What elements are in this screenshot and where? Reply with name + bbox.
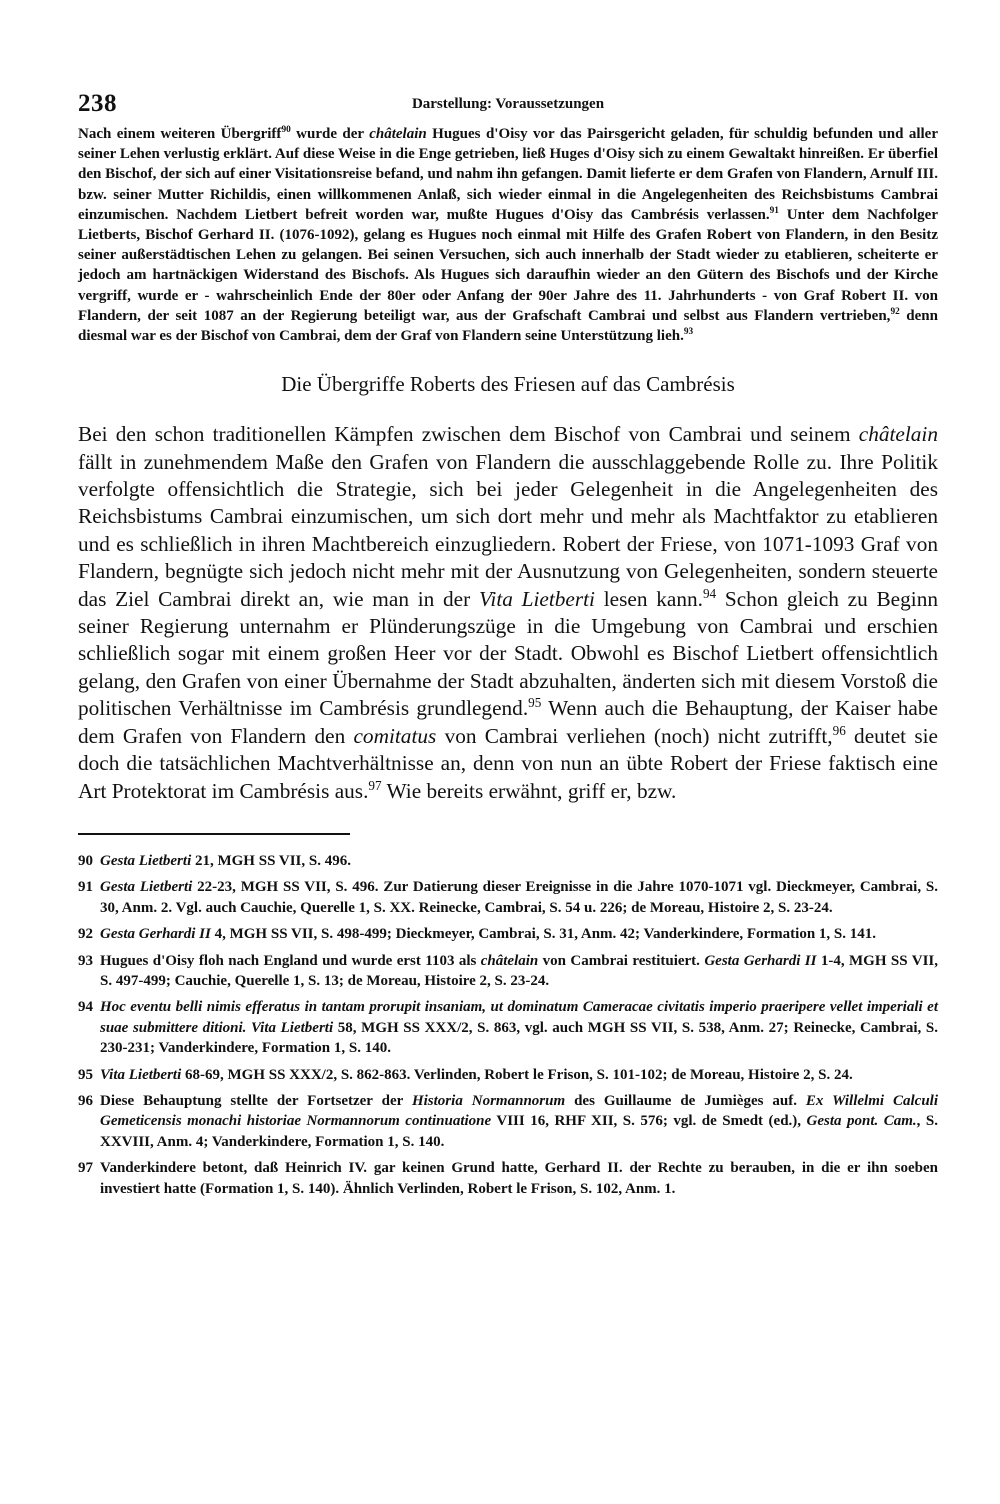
page-header xyxy=(78,90,938,124)
footnote-92 xyxy=(78,924,938,944)
footnote-text: von Cambrai restituiert. xyxy=(538,952,705,969)
footnote-number: 93 xyxy=(78,952,93,969)
italic-title: Gesta Lietberti xyxy=(100,852,192,869)
footnote-ref-92[interactable]: 92 xyxy=(890,306,900,317)
italic-title: Gesta Gerhardi II xyxy=(100,926,211,943)
footnote-text: des Guillaume de Jumièges auf. xyxy=(565,1092,806,1109)
footnote-number: 97 xyxy=(78,1160,93,1177)
italic-title: Ex Willelmi Calculi Gemeticensis monachi historiae Normannorum continuatione xyxy=(100,1092,939,1130)
footnote-number: 96 xyxy=(78,1092,93,1109)
footnote-95 xyxy=(78,1065,938,1085)
text-run: deutet sie doch die tatsächlichen Machtverhältnisse an, denn von nun an übte Robert der Friese faktisch eine Art Protektorat im Cambrésis aus. xyxy=(78,723,939,803)
footnote-text: , S. XXVIII, Anm. 4; Vanderkindere, Formation 1, S. 140. xyxy=(100,1113,938,1150)
text-run: Bei den schon traditionellen Kämpfen zwischen dem Bischof von Cambrai und seinem xyxy=(78,422,859,447)
footnote-text: 58, MGH SS XXX/2, S. 863, vgl. auch MGH SS VII, S. 538, Anm. 27; Reinecke, Cambrai, S. 230-231; Vanderkindere, Formation 1, S. 140. xyxy=(100,1019,938,1057)
footnote-text: VIII 16, RHF XII, S. 576; vgl. de Smedt (ed.), xyxy=(491,1113,807,1130)
footnote-96 xyxy=(78,1091,938,1152)
italic-title: Gesta Lietberti xyxy=(100,879,193,896)
italic-title: Vita Lietberti xyxy=(100,1066,182,1083)
footnote-91 xyxy=(78,877,938,918)
footnote-number: 92 xyxy=(78,926,93,943)
footnote-ref-96[interactable]: 96 xyxy=(832,722,846,738)
text-run: Hugues d'Oisy vor das Pairsgericht geladen, für schuldig befunden und aller seiner Lehen verlustig erklärt. Auf diese Weise in die Enge getrieben, ließ Huges d'Oisy sich zu einem Gewaltakt hinreißen. Er überfiel den Bischof, der sich auf einer Visitationsreise befand, und nahm ihn gefangen. Damit lieferte er dem Grafen von Flandern, Arnulf III. bzw. seiner Mutter Richildis, einen willkommenen Anlaß, sich wieder einmal in die Angelegenheiten des Reichsbistums Cambrai einzumischen. Nachdem Lietbert befreit worden war, mußte Hugues d'Oisy das Cambrésis verlassen. xyxy=(78,126,938,223)
text-run: Unter dem Nachfolger Lietberts, Bischof Gerhard II. (1076-1092), gelang es Hugues noch einmal mit Hilfe des Grafen Robert von Flandern, in den Besitz seiner außerstädtischen Lehen zu gelangen. Bei seinen Versuchen, sich auch innerhalb der Stadt wieder zu etablieren, scheiterte er jedoch am hartnäckigen Widerstand des Bischofs. Als Hugues sich daraufhin wieder an den Gütern des Bischofs und der Kirche vergriff, wurde er - wahrscheinlich Ende der 80er oder Anfang der 90er Jahre des 11. Jahrhunderts - von Graf Robert II. von Flandern, der seit 1087 an der Regierung beteiligt war, aus der Grafschaft Cambrai und selbst aus Flandern vertrieben, xyxy=(78,206,938,324)
italic-term: comitatus xyxy=(353,723,437,748)
footnote-list xyxy=(78,851,938,1199)
text-run: Schon gleich zu Beginn seiner Regierung unternahm er Plünderungszüge in die Umgebung von Cambrai und erschien schließlich sogar mit einem großen Heer vor der Stadt. Obwohl es Bischof Lietbert offensichtlich gelang, den Grafen von einer Übernahme der Stadt abzuhalten, änderten sich mit diesem Vorstoß die politischen Verhältnisse im Cambrésis grundlegend. xyxy=(78,586,939,721)
footnote-ref-91[interactable]: 91 xyxy=(769,205,779,216)
main-paragraph xyxy=(78,421,938,805)
footnote-text: Vanderkindere betont, daß Heinrich IV. gar keinen Grund hatte, Gerhard II. der Rechte zu berauben, in die er ihn soeben investiert hatte (Formation 1, S. 140). Ähnlich Verlinden, Robert le Frison, S. 102, Anm. 1. xyxy=(100,1160,938,1197)
text-run: Wie bereits erwähnt, griff er, bzw. xyxy=(381,778,677,803)
footnote-text: 68-69, MGH SS XXX/2, S. 862-863. Verlinden, Robert le Frison, S. 101-102; de Moreau, Histoire 2, S. 24. xyxy=(181,1066,853,1083)
footnote-text: Hugues d'Oisy floh nach England und wurde erst 1103 als xyxy=(100,952,481,969)
footnote-97 xyxy=(78,1158,938,1199)
footnote-number: 94 xyxy=(78,999,93,1016)
intro-paragraph xyxy=(78,124,938,346)
text-run: Wenn auch die Behauptung, der Kaiser habe dem Grafen von Flandern den xyxy=(78,696,938,748)
italic-title: Historia Normannorum xyxy=(411,1092,566,1109)
footnote-text: 21, MGH SS VII, S. 496. xyxy=(191,852,351,869)
section-heading: Die Übergriffe Roberts des Friesen auf das Cambrésis xyxy=(281,372,735,397)
footnote-number: 95 xyxy=(78,1066,93,1083)
footnote-93 xyxy=(78,951,938,992)
footnote-94 xyxy=(78,997,938,1058)
footnote-text: Diese Behauptung stellte der Fortsetzer der xyxy=(100,1092,412,1109)
footnote-text: 1-4, MGH SS VII, S. 497-499; Cauchie, Querelle 1, S. 13; de Moreau, Histoire 2, S. 23-24. xyxy=(100,952,938,989)
italic-title: Vita Lietberti xyxy=(478,586,595,611)
italic-quotation: Hoc eventu belli nimis efferatus in tantam prorupit insaniam, ut dominatum Cameracae civitatis imperio praeripere vellet imperiali et suae submittere ditioni. Vita Lietberti xyxy=(100,999,938,1036)
footnote-number: 91 xyxy=(78,879,93,896)
text-run: wurde der xyxy=(290,126,370,142)
book-page xyxy=(78,90,938,1205)
footnote-ref-90[interactable]: 90 xyxy=(281,125,291,135)
footnote-divider xyxy=(78,833,350,835)
italic-term: châtelain xyxy=(369,126,427,142)
italic-term: châtelain xyxy=(858,422,938,447)
text-run: lesen kann. xyxy=(594,586,703,611)
text-run: Nach einem weiteren Übergriff xyxy=(78,126,282,142)
footnote-text: 22-23, MGH SS VII, S. 496. Zur Datierung dieser Ereignisse in die Jahre 1070-1071 vgl. Dieckmeyer, Cambrai, S. 30, Anm. 2. Vgl. auch Cauchie, Querelle 1, S. XX. Reinecke, Cambrai, S. 54 u. 226; de Moreau, Histoire 2, S. 23-24. xyxy=(100,879,939,916)
page-number: 238 xyxy=(78,90,117,117)
footnote-text: 4, MGH SS VII, S. 498-499; Dieckmeyer, Cambrai, S. 31, Anm. 42; Vanderkindere, Formation 1, S. 141. xyxy=(210,926,877,943)
running-head: Darstellung: Voraussetzungen xyxy=(411,96,605,112)
text-run: fällt in zunehmendem Maße den Grafen von Flandern die ausschlaggebende Rolle zu. Ihre Politik verfolgte offensichtlich die Strategie, sich bei jeder Gelegenheit in die Angelegenheiten des Reichsbistums Cambrai einzumischen, um sich dort mehr und mehr als Machtfaktor zu etablieren und es schließlich in ihren Machtbereich einzugliedern. Robert der Friese, von 1071-1093 Graf von Flandern, begnügte sich jedoch nicht mehr mit der Ausnutzung von Gelegenheiten, sondern steuerte das Ziel Cambrai direkt an, wie man in der xyxy=(78,449,938,611)
footnote-90 xyxy=(78,851,938,871)
footnote-number: 90 xyxy=(78,852,93,869)
footnote-ref-94[interactable]: 94 xyxy=(702,585,717,601)
footnote-ref-93[interactable]: 93 xyxy=(683,327,694,338)
text-run: von Cambrai verliehen (noch) nicht zutrifft, xyxy=(436,723,833,748)
footnote-ref-95[interactable]: 95 xyxy=(528,695,542,711)
italic-title: Gesta Gerhardi II xyxy=(704,952,817,969)
footnote-ref-97[interactable]: 97 xyxy=(368,777,382,793)
italic-title: Gesta pont. Cam. xyxy=(806,1113,917,1130)
italic-term: châtelain xyxy=(480,952,539,969)
text-run: denn diesmal war es der Bischof von Cambrai, dem der Graf von Flandern seine Unterstützung lieh. xyxy=(78,307,938,345)
